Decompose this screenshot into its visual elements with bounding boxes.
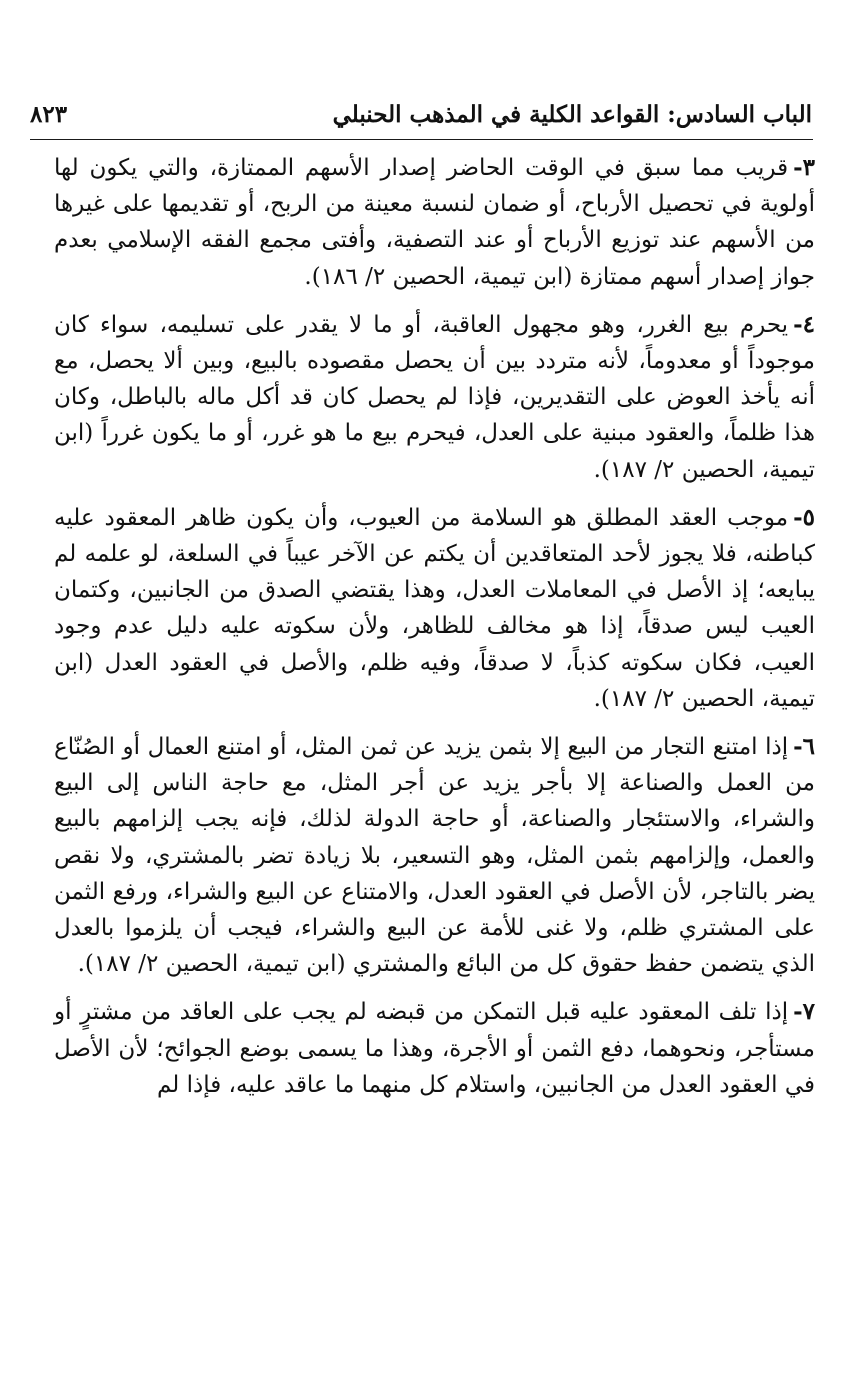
body-text [54, 150, 815, 1115]
paragraph-rule-3 [54, 150, 815, 295]
header-divider [30, 139, 813, 140]
chapter-title: الباب السادس: القواعد الكلية في المذهب الحنبلي [332, 101, 812, 128]
paragraph-text: يحرم بيع الغرر، وهو مجهول العاقبة، أو ما لا يقدر على تسليمه، سواء كان موجوداً أو معدوماً، لأنه متردد بين أن يحصل مقصوده بالبيع، وبين ألا يحصل، مع أنه يأخذ العوض على التقديرين، فإذا لم يحصل كان قد أكل ماله بالباطل، وكان هذا ظلماً، والعقود مبنية على العدل، فيحرم بيع ما هو غرر، أو ما يكون غرراً (ابن تيمية، الحصين ٢/ ١٨٧). [54, 311, 815, 483]
running-header [30, 95, 812, 137]
page-number: ٨٢٣ [30, 101, 68, 128]
paragraph-number: ٦- [793, 733, 815, 761]
paragraph-number: ٧- [793, 998, 815, 1026]
paragraph-rule-7 [54, 994, 815, 1103]
paragraph-number: ٤- [793, 310, 815, 338]
paragraph-number: ٥- [793, 503, 815, 531]
paragraph-text: قريب مما سبق في الوقت الحاضر إصدار الأسهم الممتازة، والتي يكون لها أولوية في تحصيل الأرباح، أو ضمان لنسبة معينة من الربح، أو تقديمها على غيرها من الأسهم عند توزيع الأرباح أو عند التصفية، وأفتى مجمع الفقه الإسلامي بعدم جواز إصدار أسهم ممتازة (ابن تيمية، الحصين ٢/ ١٨٦). [54, 155, 815, 290]
paragraph-rule-5 [54, 500, 815, 717]
paragraph-rule-6 [54, 729, 815, 982]
paragraph-text: إذا امتنع التجار من البيع إلا بثمن يزيد عن ثمن المثل، أو امتنع العمال أو الصُنّاع من العمل والصناعة إلا بأجر يزيد عن أجر المثل، مع حاجة الناس إلى البيع والشراء، والاستئجار والصناعة، أو حاجة الدولة لذلك، فإنه يجب إلزامهم بالبيع والعمل، وإلزامهم بثمن المثل، وهو التسعير، بلا زيادة تضر بالمشتري، ولا نقص يضر بالتاجر، لأن الأصل في العقود العدل، والامتناع عن البيع والشراء، ورفع الثمن على المشتري ظلم، ولا غنى للأمة عن البيع والشراء، فيجب أن يلزموا بالعدل الذي يتضمن حفظ حقوق كل من البائع والمشتري (ابن تيمية، الحصين ٢/ ١٨٧). [54, 734, 815, 978]
paragraph-number: ٣- [793, 154, 815, 181]
paragraph-text: إذا تلف المعقود عليه قبل التمكن من قبضه لم يجب على العاقد من مشترٍ أو مستأجر، ونحوهما، دفع الثمن أو الأجرة، وهذا ما يسمى بوضع الجوائح؛ لأن الأصل في العقود العدل من الجانبين، واستلام كل منهما ما عاقد عليه، فإذا لم [54, 999, 815, 1098]
paragraph-rule-4 [54, 307, 815, 488]
paragraph-text: موجب العقد المطلق هو السلامة من العيوب، وأن يكون ظاهر المعقود عليه كباطنه، فلا يجوز لأحد المتعاقدين أن يكتم عن الآخر عيباً في السلعة، لو علمه لم يبايعه؛ إذ الأصل في المعاملات العدل، وهذا يقتضي الصدق من الجانبين، وكتمان العيب ليس صدقاً، إذا هو مخالف للظاهر، ولأن سكوته عليه دليل عدم وجود العيب، فكان سكوته كذباً، لا صدقاً، وفيه ظلم، والأصل في العقود العدل (ابن تيمية، الحصين ٢/ ١٨٧). [54, 504, 815, 712]
